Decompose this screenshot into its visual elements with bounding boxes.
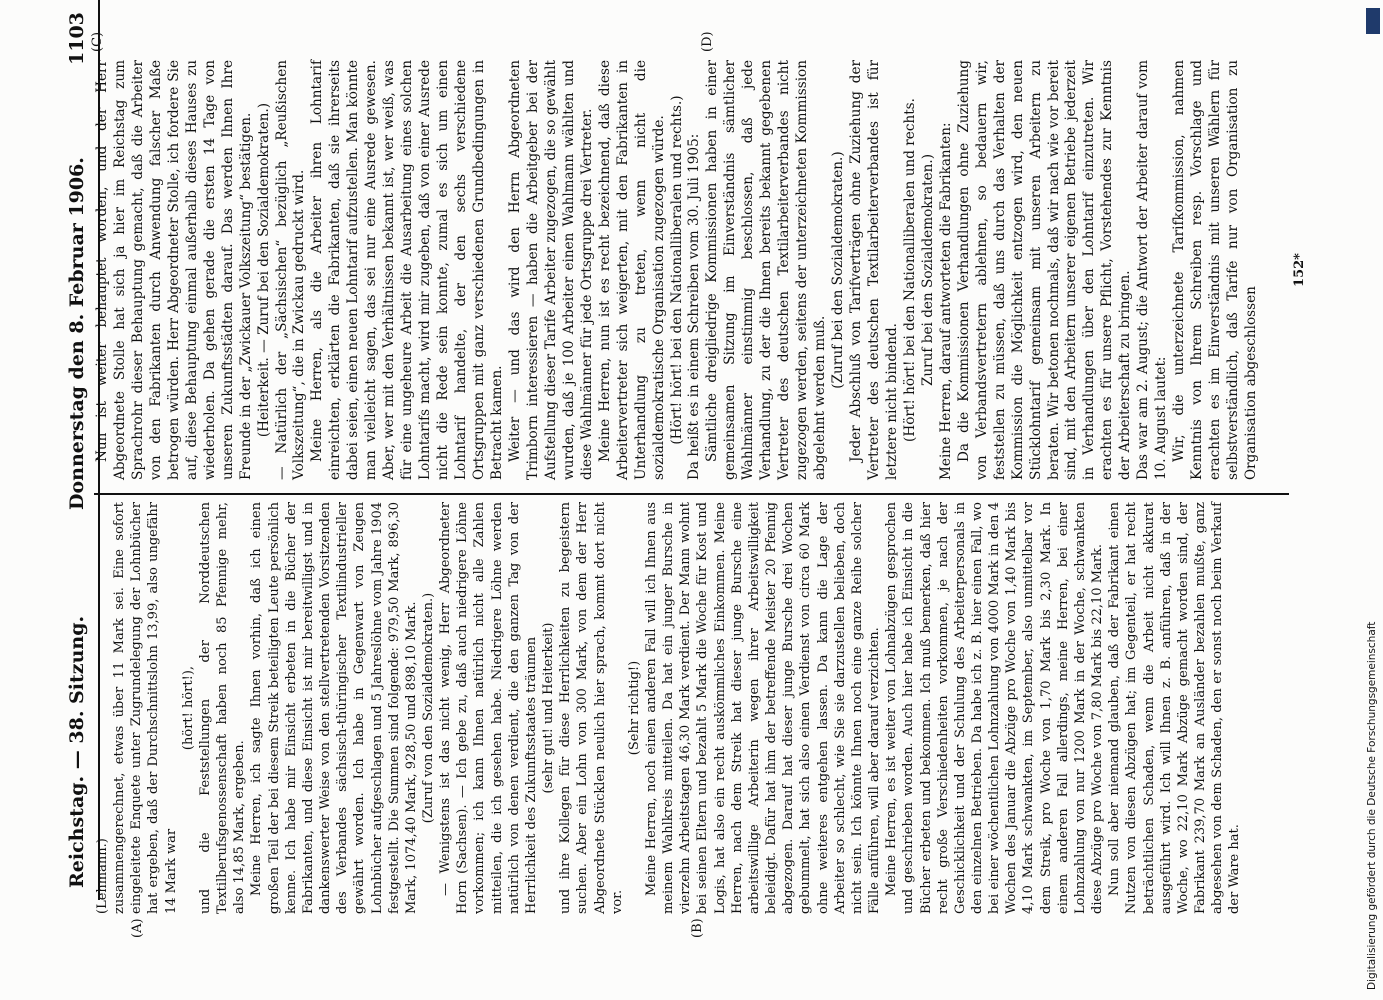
paragraph: Meine Herren, als die Arbeiter ihren Lohntarif einreichten, erklärten die Fabrikanten, daß sie ihrerseits dabei seien, einen neuen Lohntarif aufzustellen. Man könnte man vielleicht sagen, das sei nur eine Ausrede gewesen. Aber, wer mit den Verhältnissen bekannt ist, wer weiß, was für eine ungeheure Arbeit die Ausarbeitung eines solchen Lohntarifs macht, wird mir zugeben, daß von einer Ausrede nicht die Rede sein konnte, zumal es sich um einen Lohntarif handelte, der den sechs verschiedene Ortsgruppen mit ganz verschiedenen Grundbedingungen in Betracht kamen. — [309, 60, 505, 480]
header-date: Donnerstag den 8. Februar 1906. — [66, 157, 88, 510]
interjection: (Zuruf von den Sozialdemokraten.) — [420, 592, 436, 824]
paragraph: Nun ist weiter behauptet worden, und der Herr Abgeordnete Stolle hat sich ja hier im Reichstag zum Sprachrohr dieser Behauptung gemacht, daß die Arbeiter von den Fabrikanten durch Anwendung falscher Maße betrogen würden. Herr Abgeordneter Stolle, ich fordere Sie auf, diese Behauptung einmal außerhalb dieses Hauses zu wiederholen. Da gehen gerade die ersten 14 Tage von unseren Zukunftsstädten darauf. Das werden Ihnen Ihre Freunde in der „Zwickauer Volkszeitung“ bestätigen. — [94, 60, 254, 480]
paragraph: Meine Herren, noch einen anderen Fall will ich Ihnen aus meinem Wahlkreis mitteilen. Da hat ein junger Bursche in vierzehn Arbeitstagen 46,30 Mark verdient. Der Mann wohnt bei seinen Eltern und bezahlt 5 Mark die Woche für Kost und Logis, hat also ein recht auskömmliches Einkommen. Meine Herren, nach dem Streik hat dieser junge Bursche eine arbeitswillige Arbeiterin wegen ihrer Arbeitswilligkeit beleidigt. Dafür hat ihm der betreffende Meister 20 Pfennig abgezogen. Darauf hat dieser junge Bursche drei Wochen gebummelt, hat sich also einen Verdienst von circa 60 Mark ohne weiteres entgehen lassen. Da kann die Lage der Arbeiter so schlecht, wie Sie sie darzustellen belieben, doch nicht sein. Ich könnte Ihnen noch eine ganze Reihe solcher Fälle anführen, will aber darauf verzichten. — [644, 502, 883, 914]
paragraph: — Wenigstens ist das nicht wenig, Herr Abgeordneter Horn (Sachsen). — Ich gebe zu, daß auch niedrigere Löhne vorkommen; ich kann Ihnen natürlich nicht alle Zahlen mitteilen, die ich gesehen habe. Niedrigere Löhne werden natürlich von denen verdient, die den ganzen Tag von der Herrlichkeit des Zukunftsstaates träumen — [438, 502, 539, 914]
page-signature: 152* — [1292, 253, 1307, 287]
interjection: (Sehr richtig!) — [626, 660, 642, 756]
interjection: (Zuruf bei den Sozialdemokraten.) — [830, 151, 847, 389]
interjection: (sehr gut! und Heiterkeit) — [541, 622, 557, 794]
paragraph: Da die Kommissionen Verhandlungen ohne Zuziehung von Verbandsvertretern ablehnen, so bedauern wir, feststellen zu müssen, daß uns durch das Verhalten der Kommission die Möglichkeit entzogen wird, den neuen Stücklohntarif gemeinsam mit unseren Arbeitern zu beraten. Wir betonen nochmals, daß wir nach wie vor bereit sind, mit den Arbeitern unserer eigenen Betriebe jederzeit in Verhandlungen über den Lohntarif einzutreten. Wir erachten es für unsere Pflicht, Vorstehendes zur Kenntnis der Arbeiterschaft zu bringen. — [955, 60, 1134, 480]
paragraph: und die Feststellungen der Norddeutschen Textilberufsgenossenschaft haben noch 85 Pfennige mehr, also 14,85 Mark, ergeben. — [197, 502, 248, 914]
column-divider — [94, 493, 1289, 495]
paragraph: Meine Herren, nun ist es recht bezeichnend, daß diese Arbeitervertreter sich weigerten, mit den Fabrikanten in Unterhandlung zu treten, wenn nicht die sozialdemokratische Organisation zugezogen würde. — [596, 60, 667, 480]
interjection: (Hört! hört! bei den Nationalliberalen und rechts.) — [668, 95, 685, 445]
margin-mark-d: (D) — [700, 31, 715, 52]
paragraph: zusammengerechnet, etwas über 11 Mark sei. Eine sofort eingeleitete Enquete unter Zugrundelegung der Lohnbücher hat ergeben, daß der Durchschnittslohn 13,99, also ungefähr 14 Mark war — [112, 502, 179, 914]
digitization-credit — [1362, 10, 1382, 990]
margin-mark-a: (A) — [130, 918, 145, 938]
paragraph: und ihre Kollegen für diese Herrlichkeiten zu begeistern suchen. Aber ein Lohn von 300 Mark, von dem der Herr Abgeordnete Stücklen neulich hier sprach, kommt dort nicht vor. — [558, 502, 625, 914]
paragraph: Wir, die unterzeichnete Tarifkommission, nahmen Kenntnis von Ihrem Schreiben resp. Vorschlage und erachten es im Einverständnis mit unseren Wählern für selbstverständlich, daß Tarife nur von Organisation zu Organisation abgeschlossen — [1171, 60, 1259, 480]
margin-mark-c: (C) — [90, 31, 105, 52]
paragraph: (Lehmann.) — [95, 838, 110, 914]
header-left: Reichstag. — 38. Sitzung. — [66, 615, 88, 888]
running-header — [58, 0, 98, 1000]
interjection: (Heiterkeit. — Zuruf bei den Sozialdemokraten.) — [255, 102, 272, 438]
paragraph: Das war am 2. August; die Antwort der Arbeiter darauf vom 10. August lautet: — [1135, 60, 1170, 480]
paragraph: Weiter — und das wird den Herrn Abgeordneten Trimborn interessieren — haben die Arbeitgeber bei der Aufstellung dieser Tarife Arbeiter zugezogen, die so gewählt wurden, daß je 100 Arbeiter einen Wahlmann wählten und diese Wahlmänner für jede Ortsgruppe drei Vertreter. — [506, 60, 595, 480]
page-number: 1103 — [66, 12, 88, 65]
paragraph: Meine Herren, darauf antworteten die Fabrikanten: — [937, 122, 954, 480]
paragraph: Jeder Abschluß von Tarifverträgen ohne Zuziehung der Vertreter des deutschen Textilarbeiterverbandes ist für letztere nicht bindend. — [848, 60, 900, 480]
paragraph: Sämtliche dreigliedrige Kommissionen haben in einer gemeinsamen Sitzung im Einverständnis sämtlicher Wahlmänner einstimmig beschlossen, daß jede Verhandlung, zu der die Ihnen bereits bekannt gegebenen Vertreter des deutschen Textilarbeiterverbandes nicht zugezogen werden, seitens der unterzeichneten Kommission abgelehnt werden muß. — [704, 60, 829, 480]
interjection: (hört! hört!), — [180, 665, 196, 751]
credit-text: Digitalisierung gefördert durch die Deutsche Forschungsgemeinschaft — [1366, 621, 1378, 990]
paragraph: — Natürlich der „Sächsischen“ bezüglich „Reußischen Volkszeitung“, die in Zwickau gedruckt wird. — [273, 60, 308, 480]
left-text-column — [94, 502, 1289, 914]
interjection: (Hört! hört! bei den Nationalliberalen und rechts. — [901, 98, 918, 442]
margin-mark-b: (B) — [690, 918, 705, 938]
paragraph: Da heißt es in einem Schreiben vom 30. Juli 1905: — [686, 133, 703, 480]
paragraph: Meine Herren, es ist weiter von Lohnabzügen gesprochen und geschrieben worden. Auch hier habe ich Einsicht in die Bücher erbeten und bekommen. Ich muß bemerken, daß hier recht große Verschiedenheiten vorkommen, je nach der Geschicklichkeit und der Schulung des Arbeiterpersonals in den einzelnen Betrieben. Da habe ich z. B. hier einen Fall, wo bei einer wöchentlichen Lohnzahlung von 4000 Mark in den 4 Wochen des Januar die Abzüge pro Woche von 1,40 Mark bis 4,10 Mark schwankten, im September, also unmittelbar vor dem Streik, pro Woche von 1,70 Mark bis 2,30 Mark. In einem anderen Fall allerdings, meine Herren, bei einer Lohnzahlung von nur 1200 Mark in der Woche, schwankten diese Abzüge pro Woche von 7,80 Mark bis 22,10 Mark. — [884, 502, 1106, 914]
right-text-column — [94, 60, 1289, 480]
interjection: Zuruf bei den Sozialdemokraten.) — [919, 153, 936, 387]
paragraph: Meine Herren, ich sagte Ihnen vorhin, daß ich einen großen Teil der bei diesem Streik beteiligten Leute persönlich kenne. Ich habe mir Einsicht erbeten in die Bücher der Fabrikanten, und diese Einsicht ist mir bereitwilligst und in dankenswerter Weise von den stellvertretenden Vorsitzenden des Verbandes sächsisch-thüringischer Textilindustrieller gewährt worden. Ich habe in Gegenwart von Zeugen Lohnbücher aufgeschlagen und 5 Jahreslöhne vom Jahre 1904 festgestellt. Die Summen sind folgende: 979,50 Mark, 896,30 Mark, 1074,40 Mark, 928,50 und 898,10 Mark. — [249, 502, 419, 914]
paragraph: Nun soll aber niemand glauben, daß der Fabrikant einen Nutzen von diesen Abzügen hat; im Gegenteil, er hat recht beträchtlichen Schaden, wenn die Arbeit nicht akkurat ausgeführt wird. Ich will Ihnen z. B. anführen, daß in der Woche, wo 22,10 Mark Abzüge gemacht worden sind, der Fabrikant 239,70 Mark an Ausländer bezahlen mußte, ganz abgesehen von dem Schaden, den er sonst noch beim Verkauf der Ware hat. — [1107, 502, 1243, 914]
